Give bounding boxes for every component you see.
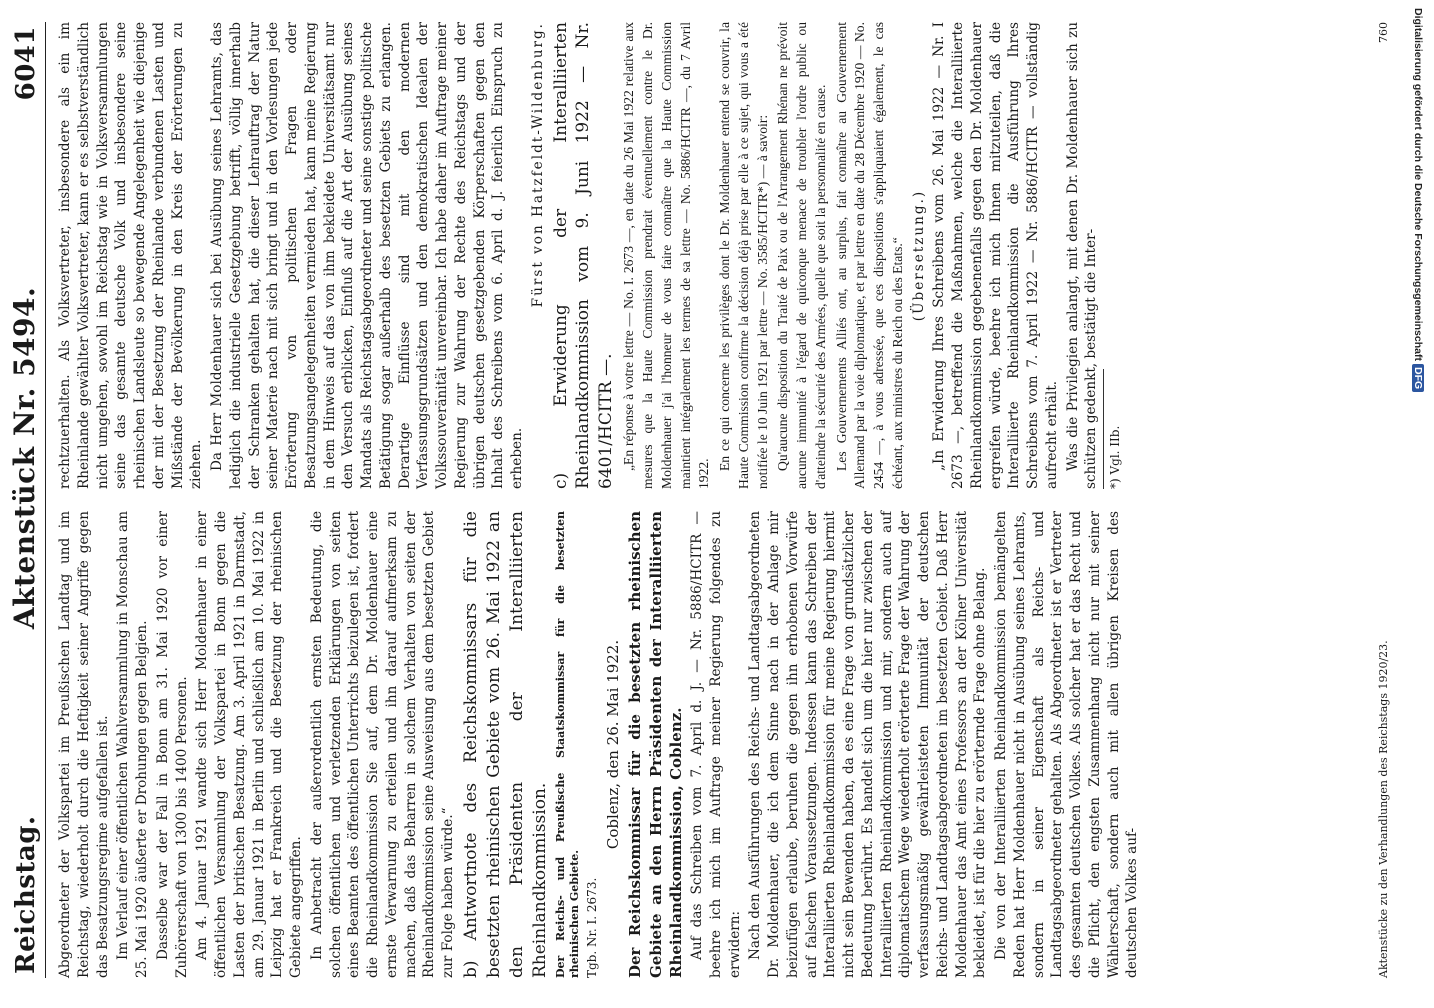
paragraph: Auf das Schreiben vom 7. April d. J. — Nr. 5886/HCITR — beehre ich mich im Auftrage meiner Regierung folgendes zu erwidern: <box>689 511 743 978</box>
dfg-logo: DFG <box>1412 364 1424 392</box>
paragraph: Nach den Ausführungen des Reichs- und Landtagsabgeordneten Dr. Moldenhauer, die ich dem Sinne nach in der Anlage mir beizufügen erlaube, beruhen die gegen ihn erhobenen Vorwürfe auf falschen Voraussetzungen. Indessen kann das Schreiben der Interalliierten Rheinlandkommission für meine Regierung hiermit nicht sein Bewenden haben, da es eine Frage von grundsätzlicher Bedeutung berührt. Es handelt sich um die hier nur zwischen der Interalliierten Rheinlandkommission und mir, sondern auch auf diplomatischem Wege wiederholt erörterte Frage der Wahrung der verfassungsmäßig gewährleisteten Immunität der deutschen Reichs- und Landtagsabgeordneten im besetzten Gebiet. Daß Herr Moldenhauer das Amt eines Professors an der Kölner Universität bekleidet, ist für die hier zu erörternde Frage ohne Belang. <box>747 511 989 978</box>
paragraph: In Anbetracht der außerordentlich ernsten Bedeutung, die solchen öffentlichen und verletzenden Erklärungen von seiten eines Beamten des öffentlichen Unterrichts beizulegen ist, fordert die Rheinlandkommission Sie auf, dem Dr. Moldenhauer eine ernste Verwarnung zu erteilen und ihn darauf aufmerksam zu machen, daß das Beharren in solchem Verhalten von seiten der Rheinlandkommission seine Ausweisung aus dem besetzten Gebiet zur Folge haben würde.“ <box>308 511 456 978</box>
paragraph: „In Erwiderung Ihres Schreibens vom 26. Mai 1922 — Nr. I 2673 —, betreffend die Maßnahmen, welche die Interalliierte Rheinlandkommission gegebenenfalls gegen den Dr. Moldenhauer ergreifen würde, beehre ich mich Ihnen mitzuteilen, daß die Interalliierte Rheinlandkommission die Ausführung Ihres Schreibens vom 7. April 1922 — Nr. 5886/HCITR — vollständig aufrecht erhält. <box>931 22 1060 489</box>
paragraph: rechtzuerhalten. Als Volksvertreter, insbesondere als ein im Rheinlande gewählter Volksvertreter, kann er es selbstverständlich nicht umgehen, sowohl im Reichstag wie in Volksversammlungen seine das gesamte deutsche Volk und insbesondere seine rheinischen Landsleute so bewegende Angelegenheit wie diejenige der mit der Besetzung der Rheinlande verbundenen Lasten und Mißstände der Bevölkerung in den Kreis der Erörterungen zu ziehen. <box>57 22 205 489</box>
signature: Fürst von Hatzfeldt-Wildenburg. <box>529 22 546 308</box>
sender-heading: Der Reichs- und Preußische Staatskommissar für die besetzten rheinischen Gebiete. <box>553 511 581 978</box>
french-paragraph: Les Gouvernements Alliés ont, au surplus, fait connaître au Gouvernement Allemand par la voie diplomatique, et par lettre en date du 28 Décembre 1920 — No. 2454 —, à vous adressée, que ces dispositions s'appliquaient également, le cas échéant, aux ministres du Reich ou des Etats.“ <box>833 22 905 489</box>
column-right <box>56 22 1144 489</box>
translation-heading: (Übersetzung.) <box>910 189 927 322</box>
header-left: Reichstag. <box>11 815 41 974</box>
column-left <box>56 511 1144 978</box>
reference-number: Tgb. Nr. I. 2673. <box>585 877 600 978</box>
french-paragraph: „En réponse à votre lettre — No. I. 2673 —, en date du 26 Mai 1922 relative aux mesures que la Haute Commission prendrait éventuellement contre le Dr. Moldenhauer j'ai l'honneur de vous faire connaître que la Haute Commission maintient intégralement les termes de sa lettre — No. 5886/HCITR —, du 7 Avril 1922. <box>621 22 712 489</box>
section-heading-b: b) Antwortnote des Reichskommissars für die besetzten rheinischen Gebiete vom 26. Mai 1922 an den Präsidenten der Interalliierten Rheinlandkommission. <box>460 511 550 978</box>
footer-number: 760 <box>1377 22 1390 43</box>
paragraph: Dasselbe war der Fall in Bonn am 31. Mai 1920 vor einer Zuhörerschaft von 1300 bis 1400 Personen. <box>154 511 190 978</box>
paragraph: Am 4. Januar 1921 wandte sich Herr Moldenhauer in einer öffentlichen Versammlung der Volkspartei in Bonn gegen die Lasten der britischen Besatzung. Am 3. April 1921 in Darmstadt, am 29. Januar 1921 in Berlin und schließlich am 10. Mai 1922 in Leipzig hat er Frankreich und die Besetzung der rheinischen Gebiete angegriffen. <box>194 511 304 978</box>
french-paragraph: En ce qui concerne les privilèges dont le Dr. Moldenhauer entend se couvrir, la Haute Commission confirme la décision déjà prise par elle à ce sujet, qui vous a été notifiée le 10 Juin 1921 par lettre — No. 3585/HCITR*) — à savoir: <box>717 22 770 489</box>
paragraph: Die von der Interalliierten Rheinlandkommission bemängelten Reden hat Herr Moldenhauer nicht in Ausübung seines Lehramts, sondern in seiner Eigenschaft als Reichs- und Landtagsabgeordneter gehalten. Als Abgeordneter ist er Vertreter des gesamten deutschen Volkes. Als solcher hat er das Recht und die Pflicht, den engsten Zusammenhang nicht nur mit seiner Wählerschaft, sondern auch mit allen übrigen Kreisen des deutschen Volkes auf- <box>993 511 1141 978</box>
paragraph: Abgeordneter der Volkspartei im Preußischen Landtag und im Reichstag, wiederholt durch die Heftigkeit seiner Angriffe gegen das Besatzungsregime aufgefallen ist. <box>57 511 111 978</box>
digitization-note <box>1410 0 1424 1008</box>
letter-address: Der Reichskommissar für die besetzten rheinischen Gebiete an den Herrn Präsidenten der Interalliierten Rheinlandkommission, Coblenz. <box>626 511 685 978</box>
section-heading-c: c) Erwiderung der Interalliierten Rheinlandkommission vom 9. Juni 1922 — Nr. 6401/HCITR —. <box>550 22 617 489</box>
page-footer <box>1377 22 1390 978</box>
french-paragraph: Qu'aucune disposition du Traité de Paix ou de l'Arrangement Rhénan ne prévoit aucune immunité à l'égard de quiconque menace de troubler l'ordre public ou d'atteindre la sécurité des Armées, quelle que soit la personnalité en cause. <box>775 22 828 489</box>
page-number: 6041 <box>11 26 41 101</box>
paragraph: Im Verlauf einer öffentlichen Wahlversammlung in Monschau am 25. Mai 1920 äußerte er Drohungen gegen Belgien. <box>115 511 150 978</box>
page-header <box>8 22 46 978</box>
header-title: Aktenstück Nr. 5494. <box>8 286 41 630</box>
dateline: Coblenz, den 26. Mai 1922. <box>603 639 622 850</box>
text-columns <box>56 22 1144 978</box>
footer-source: Aktenstücke zu den Verhandlungen des Reichstags 1920/23. <box>1377 640 1390 978</box>
paragraph: Da Herr Moldenhauer sich bei Ausübung seines Lehramts, das lediglich die industrielle Gesetzgebung betrifft, völlig innerhalb der Schranken gehalten hat, die dieser Lehrauftrag der Natur seiner Materie nach mit sich bringt und in den Vorlesungen jede Erörterung von politischen Fragen oder Besatzungsangelegenheiten vermieden hat, kann meine Regierung in dem Hinweis auf das von ihm bekleidete Universitätsamt nur den Versuch erblicken, Einfluß auf die Art der Ausübung seines Mandats als Reichstagsabgeordneter und seine sonstige politische Betätigung sogar außerhalb des besetzten Gebiets zu erlangen. Derartige Einflüsse sind mit den modernen Verfassungsgrundsätzen und den demokratischen Idealen der Volkssouveränität unvereinbar. Ich habe daher im Auftrage meiner Regierung zur Wahrung der Rechte des Reichstags und der übrigen deutschen gesetzgebenden Körperschaften gegen den Inhalt des Schreibens vom 6. April d. J. feierlich Einspruch zu erheben. <box>209 22 525 489</box>
footnote: *) Vgl. IIb. <box>1103 369 1124 489</box>
digitization-text: Digitalisierung gefördert durch die Deutsche Forschungsgemeinschaft <box>1412 8 1424 361</box>
paragraph: Was die Privilegien anlangt, mit denen Dr. Moldenhauer sich zu schützen gedenkt, bestätigt die Inter- <box>1064 22 1100 489</box>
